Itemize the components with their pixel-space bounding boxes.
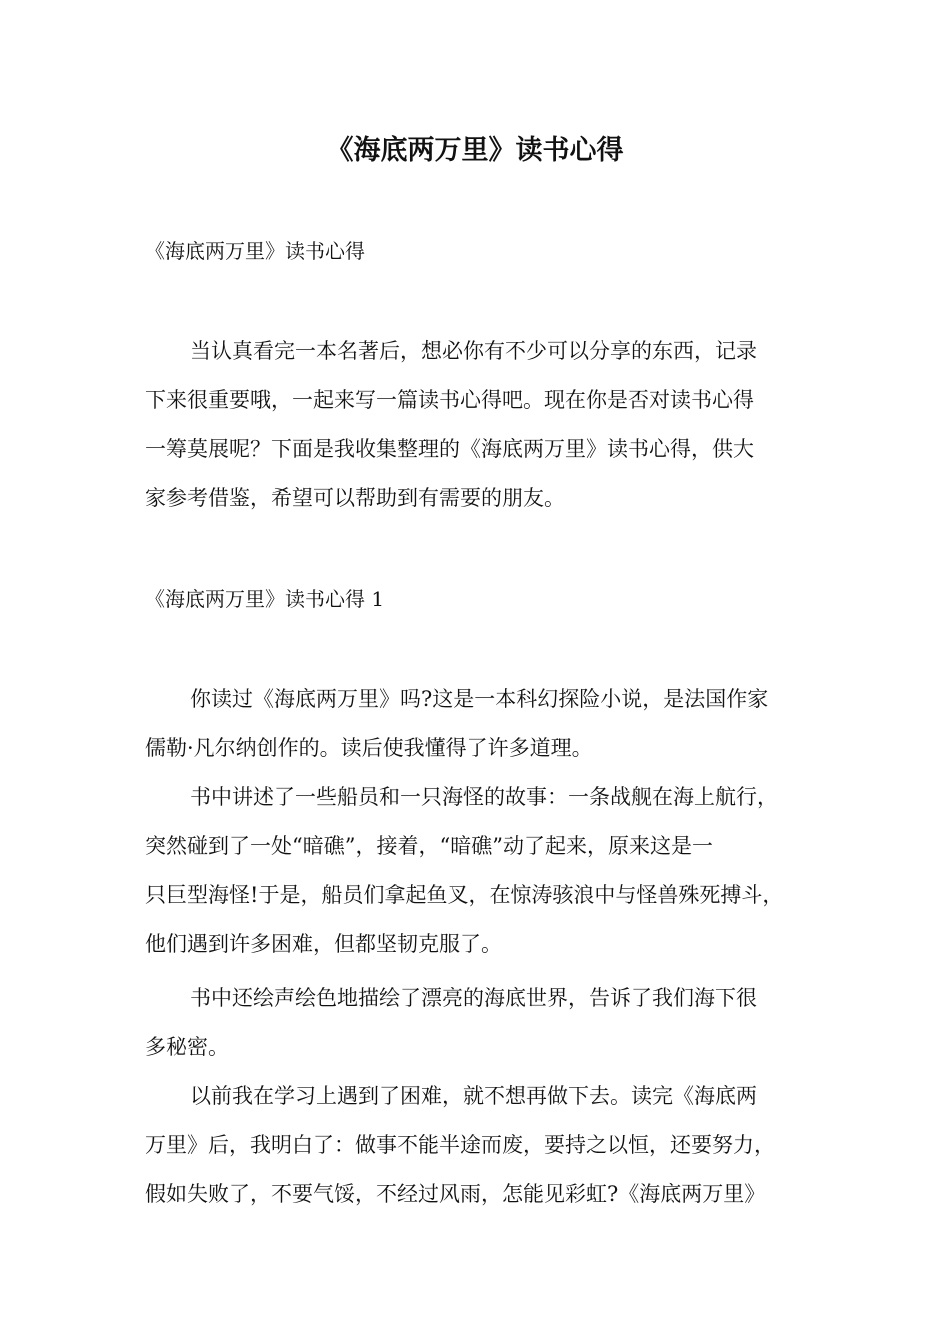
body-line: 儒勒·凡尔纳创作的。读后使我懂得了许多道理。 [145,736,593,760]
intro-line: 家参考借鉴，希望可以帮助到有需要的朋友。 [145,486,565,510]
body-line: 假如失败了，不要气馁，不经过风雨，怎能见彩虹?《海底两万里》 [145,1182,766,1206]
body-line: 书中讲述了一些船员和一只海怪的故事：一条战舰在海上航行， [190,785,778,809]
intro-line: 当认真看完一本名著后，想必你有不少可以分享的东西，记录 [190,339,757,363]
body-line: 以前我在学习上遇到了困难，就不想再做下去。读完《海底两 [190,1084,757,1108]
body-line: 他们遇到许多困难，但都坚韧克服了。 [145,932,502,956]
body-line: 突然碰到了一处“暗礁”，接着，“暗礁”动了起来，原来这是一 [145,834,713,858]
intro-line: 一筹莫展呢？下面是我收集整理的《海底两万里》读书心得，供大 [145,437,754,461]
body-line: 多秘密。 [145,1035,229,1059]
document-subtitle: 《海底两万里》读书心得 [145,239,365,263]
body-line: 万里》后，我明白了：做事不能半途而废，要持之以恒，还要努力， [145,1133,775,1157]
document-title: 《海底两万里》读书心得 [326,135,624,166]
body-line: 书中还绘声绘色地描绘了漂亮的海底世界，告诉了我们海下很 [190,986,757,1010]
section-heading: 《海底两万里》读书心得 1 [145,587,385,611]
intro-line: 下来很重要哦，一起来写一篇读书心得吧。现在你是否对读书心得 [145,388,754,412]
body-line: 你读过《海底两万里》吗?这是一本科幻探险小说，是法国作家 [190,687,769,711]
body-line: 只巨型海怪!于是，船员们拿起鱼叉，在惊涛骇浪中与怪兽殊死搏斗， [145,883,784,907]
